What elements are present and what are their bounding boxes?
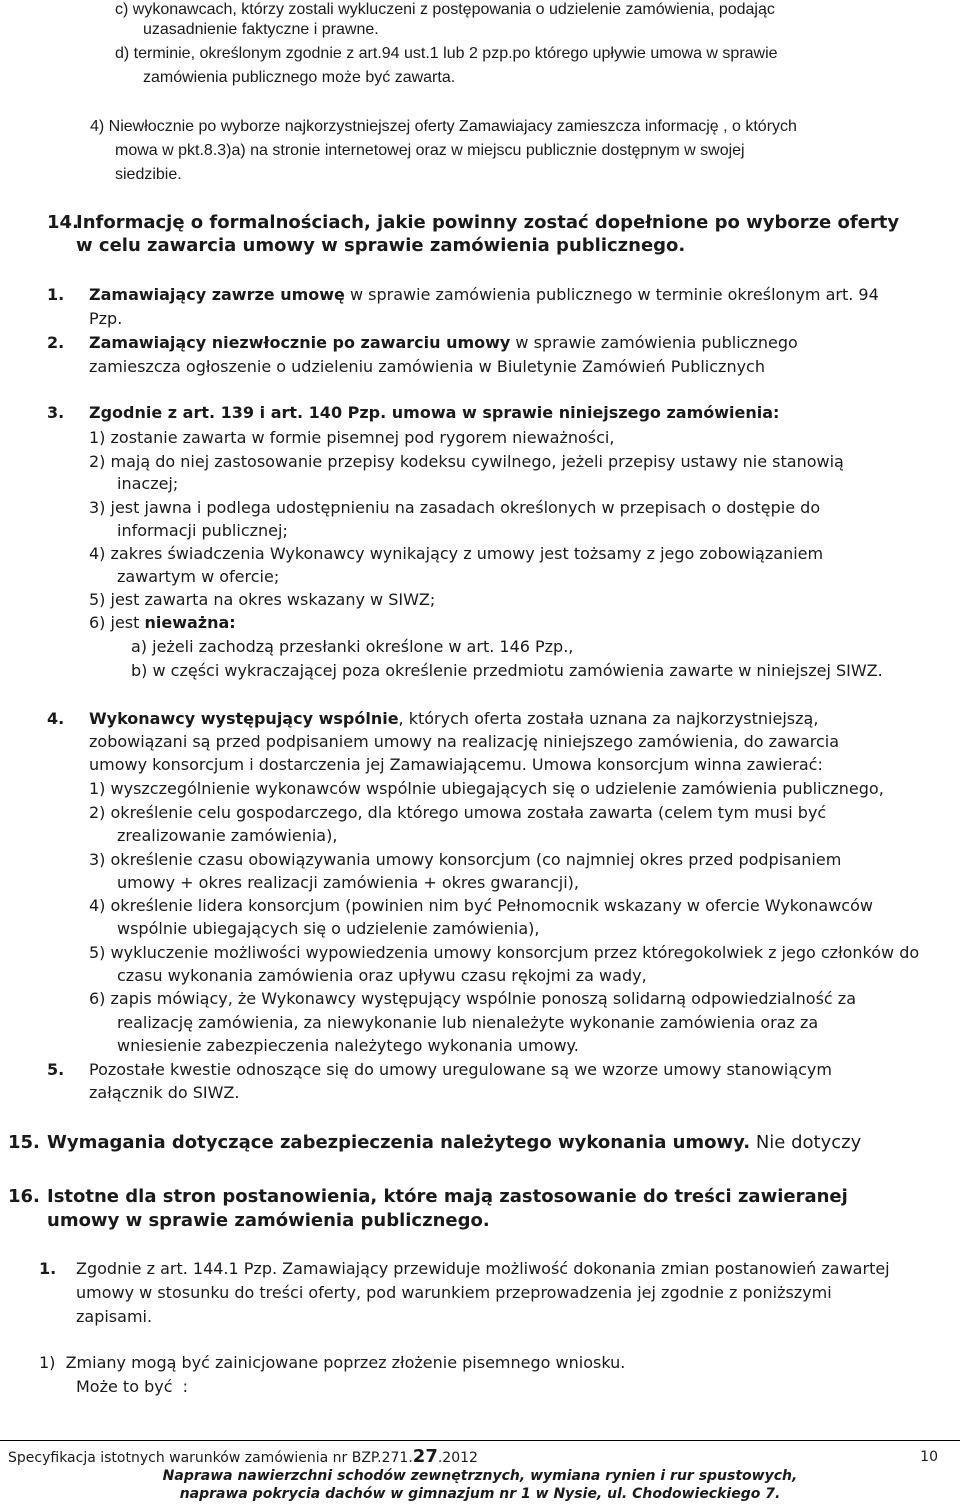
- s14-item-3-6-a: a) jeżeli zachodzą przesłanki określone w art. 146 Pzp.,: [131, 637, 574, 656]
- s14-item-4-5: 5) wykluczenie możliwości wypowiedzenia umowy konsorcjum przez któregokolwiek z jego członków do: [89, 943, 920, 962]
- footer-project-line-1: Naprawa nawierzchni schodów zewnętrznych, wymiana rynien i rur spustowych,: [162, 1468, 798, 1484]
- item-c-cont: uzasadnienie faktyczne i prawne.: [143, 21, 379, 38]
- point-4-end: siedzibie.: [115, 166, 182, 183]
- s14-item-3-3-cont: informacji publicznej;: [117, 521, 288, 540]
- section-14-title: Informację o formalnościach, jakie powinny zostać dopełnione po wyborze oferty: [76, 212, 900, 233]
- s14-item-3-1: 1) zostanie zawarta w formie pisemnej pod rygorem nieważności,: [89, 428, 615, 447]
- s16-item-1: Zgodnie z art. 144.1 Pzp. Zamawiający przewiduje możliwość dokonania zmian postanowień zawartej: [76, 1259, 890, 1278]
- s16-point-1: 1) Zmiany mogą być zainicjowane poprzez złożenie pisemnego wniosku.: [39, 1353, 626, 1372]
- s16-item-1-number: 1.: [39, 1259, 57, 1278]
- section-15-number: 15.: [8, 1132, 40, 1153]
- page-number: 10: [920, 1449, 938, 1465]
- s14-item-1-cont: Pzp.: [89, 309, 123, 328]
- s14-item-3-4: 4) zakres świadczenia Wykonawcy wynikający z umowy jest tożsamy z jego zobowiązaniem: [89, 544, 824, 563]
- s14-item-4-3: 3) określenie czasu obowiązywania umowy konsorcjum (co najmniej okres przed podpisaniem: [89, 850, 842, 869]
- s14-item-4: Wykonawcy występujący wspólnie, których oferta została uznana za najkorzystniejszą,: [89, 709, 819, 728]
- section-14-title-cont: w celu zawarcia umowy w sprawie zamówienia publicznego.: [76, 235, 686, 256]
- item-d-cont: zamówienia publicznego może być zawarta.: [143, 69, 456, 86]
- s14-item-4-4-cont: wspólnie ubiegających się o udzielenie zamówienia),: [117, 919, 540, 938]
- s14-item-2: Zamawiający niezwłocznie po zawarciu umowy w sprawie zamówienia publicznego: [89, 333, 798, 352]
- s14-item-3-6-b: b) w części wykraczającej poza określenie przedmiotu zamówienia zawarte w niniejszej SIWZ.: [131, 661, 883, 680]
- s14-item-4-cont-1: zobowiązani są przed podpisaniem umowy na realizację niniejszego zamówienia, do zawarcia: [89, 732, 840, 751]
- footer-project-line-2: naprawa pokrycia dachów w gimnazjum nr 1 w Nysie, ul. Chodowieckiego 7.: [179, 1486, 781, 1502]
- s14-item-4-5-cont: czasu wykonania zamówienia oraz upływu czasu rękojmi za wady,: [117, 966, 647, 985]
- s14-item-4-2-cont: zrealizowanie zamówienia),: [117, 826, 338, 845]
- s14-item-4-2: 2) określenie celu gospodarczego, dla którego umowa została zawarta (celem tym musi być: [89, 803, 827, 822]
- s14-item-4-6-cont-1: realizację zamówienia, za niewykonanie lub nienależyte wykonanie zamówienia oraz za: [117, 1013, 819, 1032]
- s14-item-3-5: 5) jest zawarta na okres wskazany w SIWZ;: [89, 590, 436, 609]
- s14-item-5: Pozostałe kwestie odnoszące się do umowy uregulowane są we wzorze umowy stanowiącym: [89, 1060, 832, 1079]
- s14-item-2-number: 2.: [47, 333, 65, 352]
- s14-item-3-heading: Zgodnie z art. 139 i art. 140 Pzp. umowa w sprawie niniejszego zamówienia:: [89, 403, 780, 422]
- s14-item-3-4-cont: zawartym w ofercie;: [117, 567, 280, 586]
- s16-point-1-cont: Może to być :: [76, 1377, 189, 1396]
- s14-item-3-2: 2) mają do niej zastosowanie przepisy kodeksu cywilnego, jeżeli przepisy ustawy nie stanowią: [89, 452, 844, 471]
- item-c: c) wykonawcach, którzy zostali wykluczeni z postępowania o udzielenie zamówienia, podając: [115, 1, 775, 18]
- s14-item-4-number: 4.: [47, 709, 65, 728]
- s14-item-3-number: 3.: [47, 403, 65, 422]
- footer-spec: Specyfikacja istotnych warunków zamówienia nr BZP.271.27.2012: [8, 1446, 478, 1467]
- section-16-number: 16.: [8, 1186, 40, 1207]
- s14-item-3-6: 6) jest nieważna:: [89, 613, 236, 632]
- s14-item-3-2-cont: inaczej;: [117, 474, 179, 493]
- s16-item-1-cont-2: zapisami.: [76, 1307, 153, 1326]
- footer-divider: [0, 1440, 960, 1441]
- s14-item-4-1: 1) wyszczególnienie wykonawców wspólnie ubiegających się o udzielenie zamówienia publicznego,: [89, 779, 884, 798]
- section-16-title-cont: umowy w sprawie zamówienia publicznego.: [47, 1210, 490, 1231]
- s14-item-1-number: 1.: [47, 285, 65, 304]
- s14-item-5-number: 5.: [47, 1060, 65, 1079]
- s16-item-1-cont-1: umowy w stosunku do treści oferty, pod warunkiem przeprowadzenia jej zgodnie z poniższymi: [76, 1283, 832, 1302]
- item-d: d) terminie, określonym zgodnie z art.94 ust.1 lub 2 pzp.po którego upływie umowa w sprawie: [115, 45, 778, 62]
- section-15-title: Wymagania dotyczące zabezpieczenia należytego wykonania umowy. Nie dotyczy: [47, 1132, 862, 1153]
- s14-item-3-3: 3) jest jawna i podlega udostępnieniu na zasadach określonych w przepisach o dostępie do: [89, 498, 821, 517]
- s14-item-4-3-cont: umowy + okres realizacji zamówienia + okres gwarancji),: [117, 873, 579, 892]
- point-4: 4) Niewłocznie po wyborze najkorzystniejszej oferty Zamawiajacy zamieszcza informację , o których: [90, 118, 797, 135]
- s14-item-4-6: 6) zapis mówiący, że Wykonawcy występujący wspólnie ponoszą solidarną odpowiedzialność za: [89, 989, 856, 1008]
- s14-item-4-cont-2: umowy konsorcjum i dostarczenia jej Zamawiającemu. Umowa konsorcjum winna zawierać:: [89, 755, 823, 774]
- s14-item-4-6-cont-2: wniesienie zabezpieczenia należytego wykonania umowy.: [117, 1036, 579, 1055]
- s14-item-5-cont: załącznik do SIWZ.: [89, 1083, 240, 1102]
- s14-item-4-4: 4) określenie lidera konsorcjum (powinien nim być Pełnomocnik wskazany w ofercie Wykonawców: [89, 896, 873, 915]
- s14-item-2-cont: zamieszcza ogłoszenie o udzieleniu zamówienia w Biuletynie Zamówień Publicznych: [89, 357, 765, 376]
- section-16-title: Istotne dla stron postanowienia, które mają zastosowanie do treści zawieranej: [47, 1186, 848, 1207]
- section-14-number: 14.: [47, 212, 79, 233]
- s14-item-1: Zamawiający zawrze umowę w sprawie zamówienia publicznego w terminie określonym art. 94: [89, 285, 879, 304]
- point-4-cont: mowa w pkt.8.3)a) na stronie internetowej oraz w miejscu publicznie dostępnym w swojej: [115, 142, 745, 159]
